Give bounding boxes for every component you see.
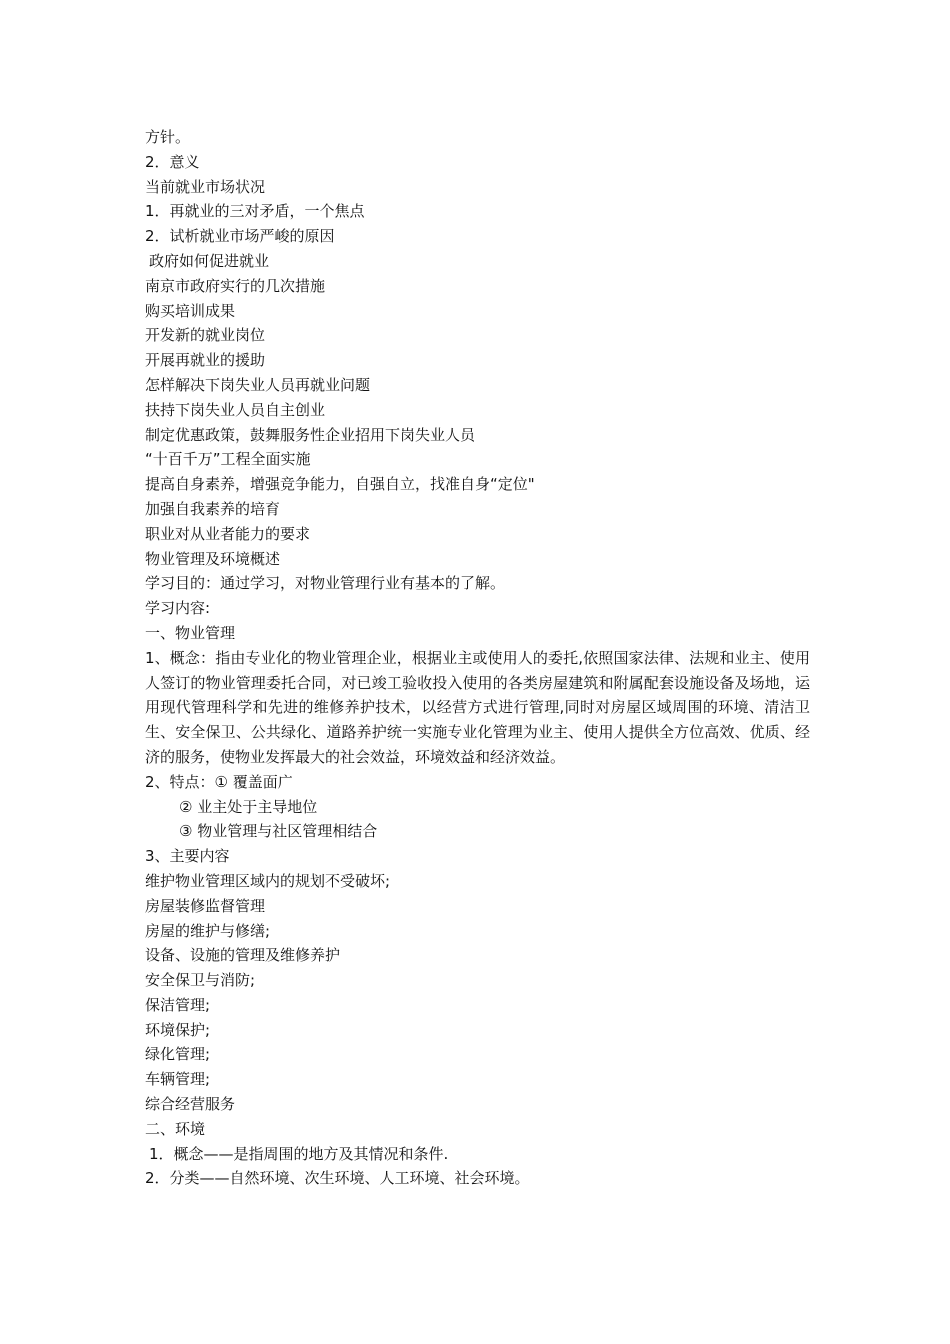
text-line: 1．概念——是指周围的地方及其情况和条件. bbox=[149, 1144, 449, 1163]
text-line: 加强自我素养的培育 bbox=[145, 499, 281, 518]
feature-item: 2、特点：① 覆盖面广 bbox=[145, 772, 293, 791]
list-item: 环境保护; bbox=[145, 1020, 211, 1039]
text-line: 开展再就业的援助 bbox=[145, 351, 266, 370]
list-item: 保洁管理; bbox=[145, 995, 211, 1014]
section-heading: 怎样解决下岗失业人员再就业问题 bbox=[145, 375, 371, 394]
text-line: 扶持下岗失业人员自主创业 bbox=[145, 400, 326, 419]
document-page bbox=[145, 125, 810, 1191]
list-item: 绿化管理; bbox=[145, 1045, 211, 1064]
concept-paragraph: 1、概念：指由专业化的物业管理企业，根据业主或使用人的委托,依照国家法律、法规和业主、使用人签订的物业管理委托合同，对已竣工验收投入使用的各类房屋建筑和附属配套设施设备及场地，运用现代管理科学和先进的维修养护技术，以经营方式进行管理,同时对房屋区域周围的环境、清洁卫生、安全保卫、公共绿化、道路养护统一实施专业化管理为业主、使用人提供全方位高效、优质、经济的服务，使物业发挥最大的社会效益，环境效益和经济效益。 bbox=[145, 648, 810, 766]
text-line: 提高自身素养，增强竞争能力，自强自立，找准自身“定位" bbox=[145, 475, 535, 494]
section-heading: 一、物业管理 bbox=[145, 623, 236, 642]
feature-item: ③ 物业管理与社区管理相结合 bbox=[179, 822, 378, 841]
list-item: 车辆管理; bbox=[145, 1070, 211, 1089]
section-heading: 2．意义 bbox=[145, 152, 200, 171]
learning-objective: 学习目的：通过学习，对物业管理行业有基本的了解。 bbox=[145, 574, 506, 593]
section-heading: 3、主要内容 bbox=[145, 847, 230, 866]
feature-item: ② 业主处于主导地位 bbox=[179, 797, 318, 816]
text-line: 2．试析就业市场严峻的原因 bbox=[145, 227, 335, 246]
text-line: 开发新的就业岗位 bbox=[145, 326, 266, 345]
text-line: 制定优惠政策，鼓舞服务性企业招用下岗失业人员 bbox=[145, 425, 476, 444]
section-heading: 二、环境 bbox=[145, 1119, 206, 1138]
text-line: 购买培训成果 bbox=[145, 301, 236, 320]
list-item: 房屋装修监督管理 bbox=[145, 896, 266, 915]
section-heading: 学习内容: bbox=[145, 599, 211, 618]
list-item: 安全保卫与消防; bbox=[145, 971, 256, 990]
list-item: 设备、设施的管理及维修养护 bbox=[145, 946, 341, 965]
text-line: 2．分类——自然环境、次生环境、人工环境、社会环境。 bbox=[145, 1169, 530, 1188]
section-heading: 当前就业市场状况 bbox=[145, 177, 266, 196]
list-item: 综合经营服务 bbox=[145, 1095, 236, 1114]
text-line: “十百千万”工程全面实施 bbox=[145, 450, 311, 469]
text-line: 南京市政府实行的几次措施 bbox=[145, 276, 326, 295]
document-title: 物业管理及环境概述 bbox=[145, 549, 281, 568]
section-heading: 政府如何促进就业 bbox=[149, 251, 270, 270]
list-item: 维护物业管理区域内的规划不受破坏; bbox=[145, 871, 391, 890]
text-line: 1．再就业的三对矛盾，一个焦点 bbox=[145, 202, 365, 221]
text-line: 职业对从业者能力的要求 bbox=[145, 524, 311, 543]
list-item: 房屋的维护与修缮; bbox=[145, 921, 271, 940]
text-line: 方针。 bbox=[145, 128, 191, 146]
